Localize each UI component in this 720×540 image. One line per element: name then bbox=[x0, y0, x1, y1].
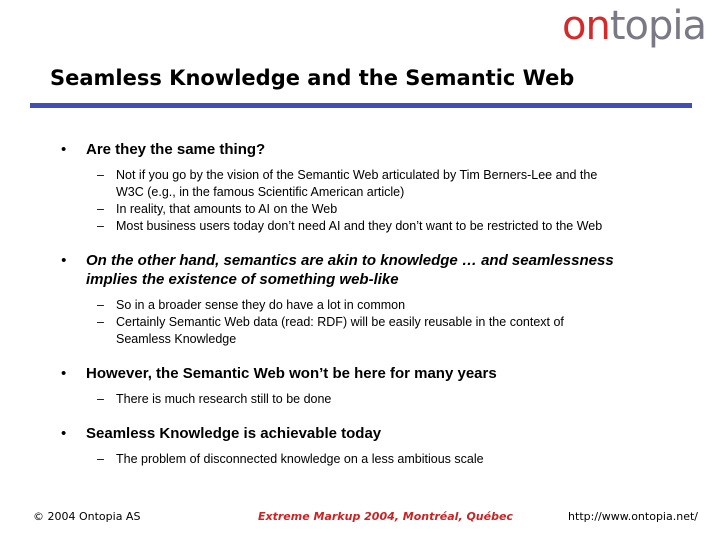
bullet-2: • On the other hand, semantics are akin to knowledge … and seamlessness implies the existence of something web-like bbox=[86, 251, 626, 289]
sub-bullet-4-1: – The problem of disconnected knowledge on a less ambitious scale bbox=[116, 451, 616, 468]
slide-title: Seamless Knowledge and the Semantic Web bbox=[50, 66, 575, 90]
sub-bullet-1-2: – In reality, that amounts to AI on the Web bbox=[116, 201, 616, 218]
footer-event: Extreme Markup 2004, Montréal, Québec bbox=[258, 510, 513, 523]
logo-part-topia: topia bbox=[609, 3, 706, 49]
footer-url[interactable]: http://www.ontopia.net/ bbox=[568, 510, 698, 523]
logo-part-on: on bbox=[562, 3, 610, 49]
sub-bullet-1-3: – Most business users today don’t need AI and they don’t want to be restricted to the Web bbox=[116, 218, 616, 235]
bullet-4: • Seamless Knowledge is achievable today bbox=[86, 424, 626, 443]
bullet-1: • Are they the same thing? bbox=[86, 140, 626, 159]
sub-bullet-3-1: – There is much research still to be done bbox=[116, 391, 616, 408]
sub-bullet-2-1: – So in a broader sense they do have a lot in common bbox=[116, 297, 616, 314]
sub-bullet-1-1: – Not if you go by the vision of the Semantic Web articulated by Tim Berners-Lee and the W3C (e.g., in the famous Scientific American article) bbox=[116, 167, 616, 201]
slide-content bbox=[0, 140, 720, 468]
title-divider bbox=[30, 103, 692, 108]
sub-bullet-2-2: – Certainly Semantic Web data (read: RDF) will be easily reusable in the context of Seamless Knowledge bbox=[116, 314, 616, 348]
bullet-3: • However, the Semantic Web won’t be here for many years bbox=[86, 364, 626, 383]
footer-copyright: © 2004 Ontopia AS bbox=[33, 510, 141, 523]
ontopia-logo bbox=[562, 3, 706, 49]
